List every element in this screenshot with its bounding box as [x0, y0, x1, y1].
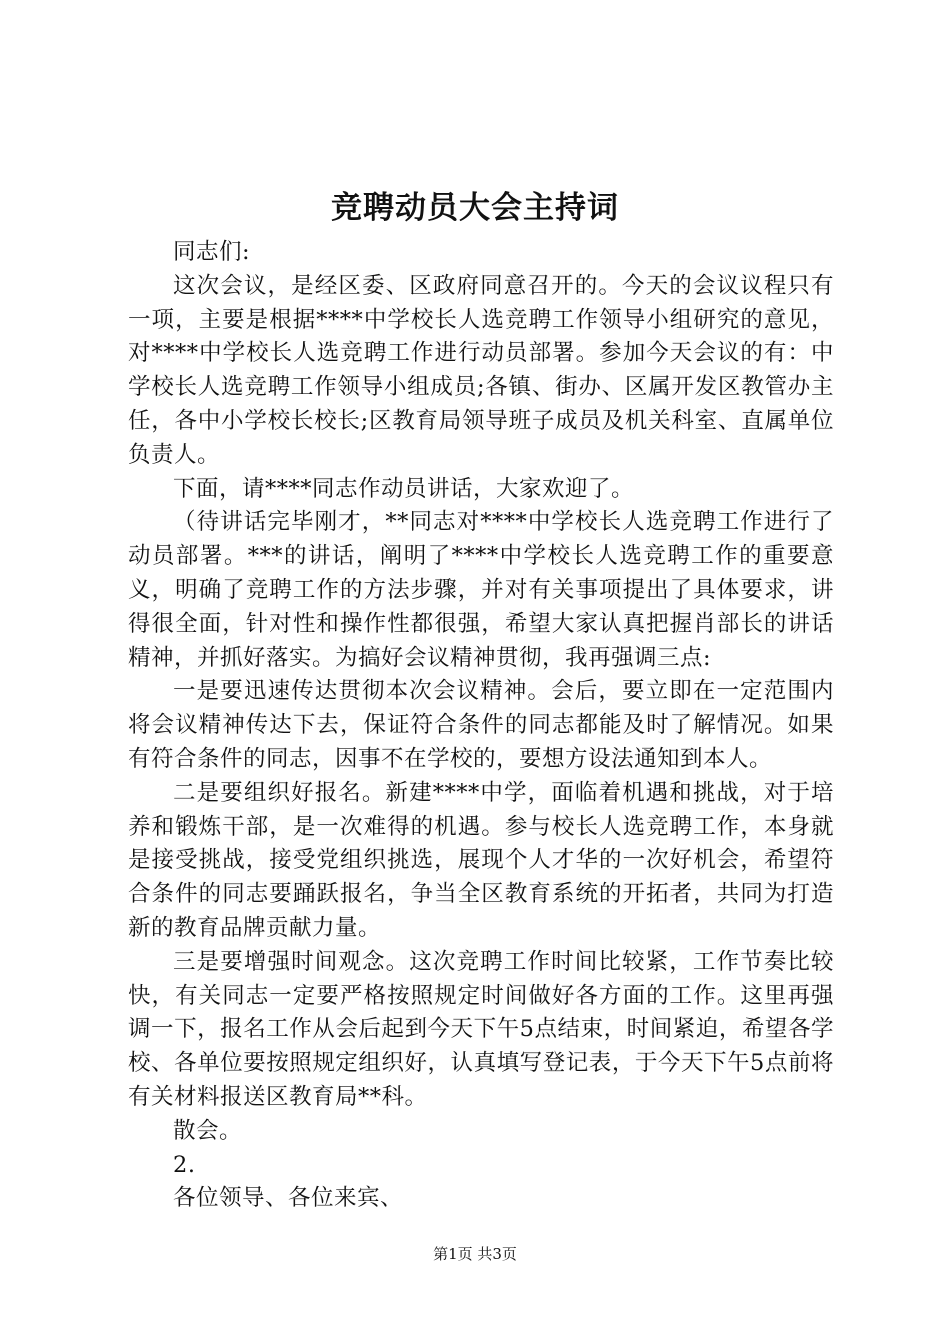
- document-title: 竞聘动员大会主持词: [331, 190, 619, 226]
- paragraph-greeting: 同志们:: [173, 239, 251, 265]
- paragraph-point-three: 三是要增强时间观念。这次竞聘工作时间比较紧，工作节奏比较快，有关同志一定要严格按照规定时间做好各方面的工作。这里再强调一下，报名工作从会后起到今天下午5点结束，时间紧迫，希望各学校、各单位要按照规定组织好，认真填写登记表，于今天下午5点前将有关材料报送区教育局**科。: [128, 948, 834, 1110]
- page-footer: 第1页 共3页: [433, 1245, 517, 1263]
- paragraph-speech-summary: （待讲话完毕刚才，**同志对****中学校长人选竞聘工作进行了动员部署。***的讲话，阐明了****中学校长人选竞聘工作的重要意义，明确了竞聘工作的方法步骤，并对有关事项提出了具体要求，讲得很全面，针对性和操作性都很强，希望大家认真把握肖部长的讲话精神，并抓好落实。为搞好会议精神贯彻，我再强调三点:: [128, 509, 834, 671]
- paragraph-salutation: 各位领导、各位来宾、: [173, 1185, 404, 1212]
- document-body: [128, 236, 834, 1216]
- paragraph-speech-invite: 下面，请****同志作动员讲话，大家欢迎了。: [173, 475, 635, 502]
- paragraph-meeting-intro: 这次会议，是经区委、区政府同意召开的。今天的会议议程只有一项，主要是根据****中学校长人选竞聘工作领导小组研究的意见，对****中学校长人选竞聘工作进行动员部署。参加今天会议的有：中学校长人选竞聘工作领导小组成员;各镇、街办、区属开发区教管办主任，各中小学校长校长;区教育局领导班子成员及机关科室、直属单位负责人。: [128, 272, 834, 468]
- paragraph-point-one: 一是要迅速传达贯彻本次会议精神。会后，要立即在一定范围内将会议精神传达下去，保证符合条件的同志都能及时了解情况。如果有符合条件的同志，因事不在学校的，要想方设法通知到本人。: [128, 678, 834, 772]
- paragraph-section-number: 2.: [173, 1151, 196, 1178]
- paragraph-adjourn: 散会。: [173, 1117, 243, 1144]
- paragraph-point-two: 二是要组织好报名。新建****中学，面临着机遇和挑战，对于培养和锻炼干部，是一次难得的机遇。参与校长人选竞聘工作，本身就是接受挑战，接受党组织挑选，展现个人才华的一次好机会，希望符合条件的同志要踊跃报名，争当全区教育系统的开拓者，共同为打造新的教育品牌贡献力量。: [128, 779, 834, 941]
